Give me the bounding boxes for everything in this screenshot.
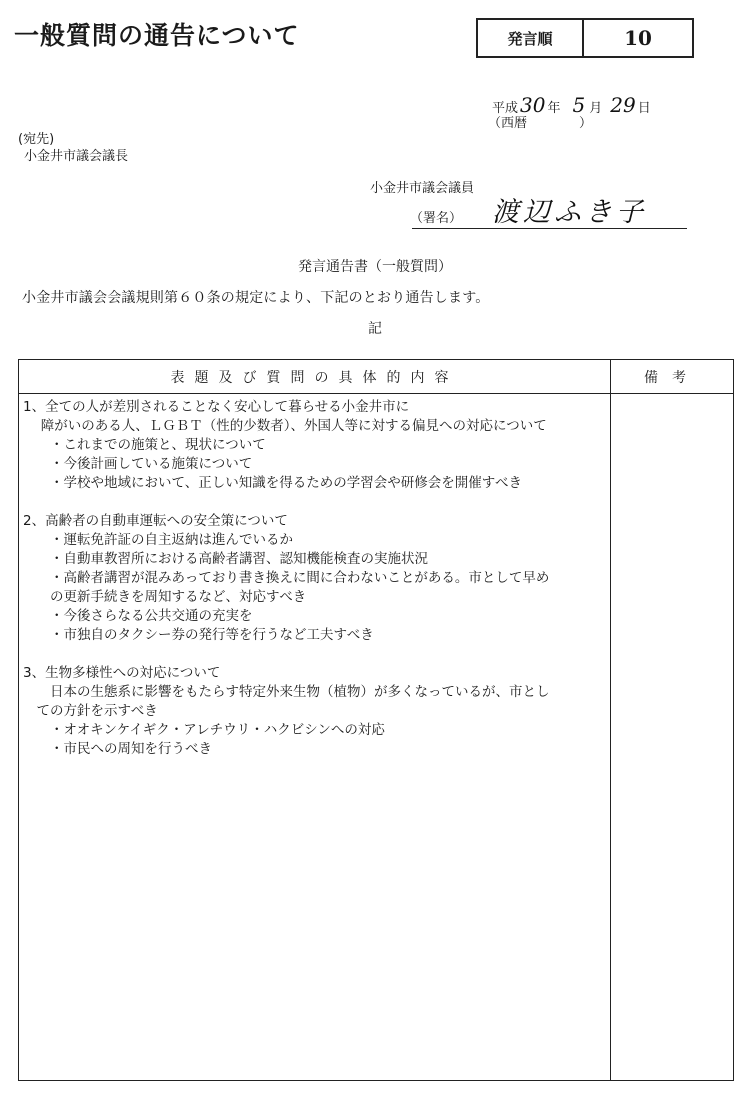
- date-month-unit: 月: [589, 101, 603, 116]
- question-line: ・今後さらなる公共交通の充実を: [23, 608, 253, 624]
- question-line: ・市独自のタクシー券の発行等を行うなど工夫すべき: [23, 627, 374, 643]
- date-year-unit: 年: [547, 101, 561, 116]
- date-year: 30: [520, 93, 546, 117]
- question-line: 2、高齢者の自動車運転への安全策について: [23, 513, 288, 529]
- question-line: ・オオキンケイギク・アレチウリ・ハクビシンへの対応: [23, 722, 385, 738]
- question-line: ・運転免許証の自主返納は進んでいるか: [23, 532, 293, 548]
- question-line: ての方針を示すべき: [23, 703, 158, 719]
- date-day-unit: 日: [637, 101, 651, 116]
- date-month: 5: [572, 93, 586, 117]
- signature-label: （署名）: [410, 211, 463, 226]
- speaking-order-label: 発言順: [478, 20, 584, 56]
- question-table: [18, 359, 734, 1081]
- notice-title: 発言通告書（一般質問）: [298, 259, 452, 275]
- addressee-label: (宛先): [18, 132, 55, 147]
- question-line: ・高齢者講習が混みあっており書き換えに間に合わないことがある。市として早め: [23, 570, 550, 586]
- question-line: 3、生物多様性への対応について: [23, 665, 221, 681]
- question-line: ・市民への周知を行うべき: [23, 741, 212, 757]
- speaking-order-value: 10: [624, 26, 652, 50]
- speaking-order-box: [476, 18, 694, 58]
- question-line: ・自動車教習所における高齢者講習、認知機能検査の実施状況: [23, 551, 428, 567]
- handwritten-signature: 渡辺ふき子: [492, 197, 647, 228]
- question-line: ・これまでの施策と、現状について: [23, 437, 266, 453]
- question-line: ・学校や地域において、正しい知識を得るための学習会や研修会を開催すべき: [23, 475, 522, 491]
- date-day: 29: [610, 93, 636, 117]
- question-line: の更新手続きを周知するなど、対応すべき: [23, 589, 307, 605]
- notice-ki: 記: [368, 321, 382, 337]
- table-header-remarks: 備考: [644, 370, 700, 386]
- document-title: 一般質問の通告について: [14, 21, 300, 50]
- header-divider: [19, 393, 733, 394]
- column-divider: [610, 360, 611, 1080]
- question-line: 障がいのある人、ＬＧＢＴ（性的少数者）、外国人等に対する偏見への対応について: [23, 418, 547, 434]
- question-line: ・今後計画している施策について: [23, 456, 253, 472]
- sender-title: 小金井市議会議員: [370, 181, 475, 196]
- signature-underline: [412, 228, 687, 229]
- addressee-name: 小金井市議会議長: [24, 149, 129, 164]
- question-line: 日本の生態系に影響をもたらす特定外来生物（植物）が多くなっているが、市とし: [23, 684, 550, 700]
- western-date-note: （西暦 ）: [488, 116, 593, 131]
- date-era: 平成: [492, 101, 519, 116]
- notice-body: 小金井市議会会議規則第６０条の規定により、下記のとおり通告します。: [22, 290, 490, 306]
- table-header-content: 表題及び質問の具体的内容: [170, 370, 459, 386]
- question-line: 1、全ての人が差別されることなく安心して暮らせる小金井市に: [23, 399, 410, 415]
